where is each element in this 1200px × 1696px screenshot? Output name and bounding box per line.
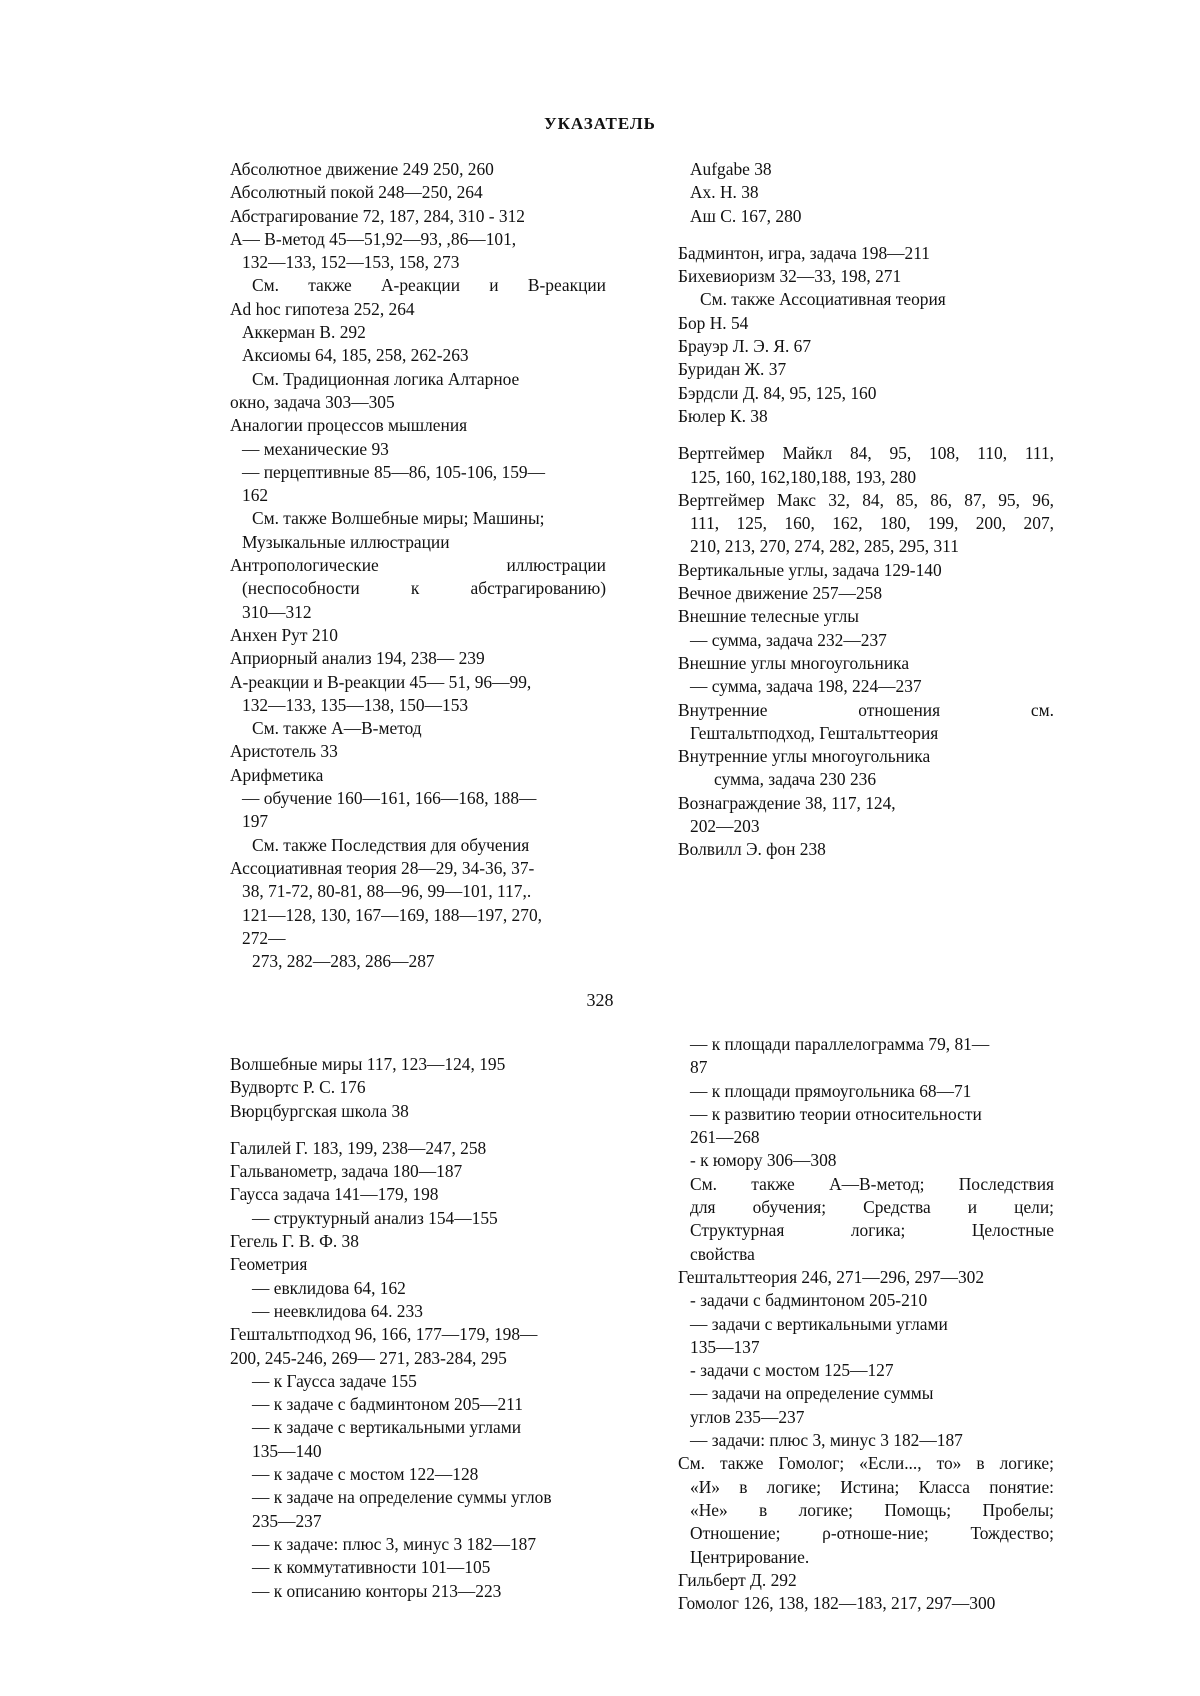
index-entry: Бэрдсли Д. 84, 95, 125, 160 xyxy=(678,382,877,403)
index-entry: Музыкальные иллюстрации xyxy=(242,531,450,552)
index-entry: Вюрцбургская школа 38 xyxy=(230,1100,409,1121)
index-entry: 162 xyxy=(242,485,269,506)
index-entry: Гештальтподход 96, 166, 177—179, 198— xyxy=(230,1324,538,1345)
index-entry: 200, 245-246, 269— 271, 283-284, 295 xyxy=(230,1347,507,1368)
index-entry: 121—128, 130, 167—169, 188—197, 270, xyxy=(242,904,542,925)
index-column-top-left xyxy=(230,158,606,973)
index-entry: — к площади параллелограмма 79, 81— xyxy=(690,1034,990,1054)
index-entry: Аксиомы 64, 185, 258, 262-263 xyxy=(242,345,469,366)
index-entry: — сумма, задача 232—237 xyxy=(690,629,887,650)
index-entry: См. также Волшебные миры; Машины; xyxy=(252,508,545,529)
index-entry: — сумма, задача 198, 224—237 xyxy=(690,676,922,697)
index-entry: См. также A—B-метод xyxy=(252,718,422,739)
index-entry: — к задаче с вертикальными углами xyxy=(252,1417,522,1438)
index-entry: Абстрагирование 72, 187, 284, 310 - 312 xyxy=(230,205,525,226)
index-entry: Анхен Рут 210 xyxy=(230,624,338,645)
index-entry: Волшебные миры 117, 123—124, 195 xyxy=(230,1054,506,1074)
index-entry: — к коммутативности 101—105 xyxy=(252,1557,491,1578)
index-entry: (неспособности к абстрагированию) xyxy=(242,578,606,599)
index-entry: - задачи с мостом 125—127 xyxy=(690,1360,894,1381)
index-entry: 261—268 xyxy=(690,1127,760,1148)
index-column-top-right xyxy=(678,158,1054,862)
index-entry: для обучения; Средства и цели; xyxy=(690,1197,1054,1218)
index-entry: Волвилл Э. фон 238 xyxy=(678,839,826,860)
index-entry: 273, 282—283, 286—287 xyxy=(252,951,435,972)
index-entry: Аристотель 33 xyxy=(230,741,338,762)
index-entry: Аккерман В. 292 xyxy=(242,322,366,343)
index-entry: 132—133, 135—138, 150—153 xyxy=(242,694,469,715)
index-entry: Центрирование. xyxy=(690,1546,810,1567)
index-entry: Гегель Г. В. Ф. 38 xyxy=(230,1231,359,1252)
index-entry: Вечное движение 257—258 xyxy=(678,583,883,604)
index-entry: Гильберт Д. 292 xyxy=(678,1569,797,1590)
index-entry: Бюлер К. 38 xyxy=(678,405,768,426)
index-entry: — перцептивные 85—86, 105-106, 159— xyxy=(242,461,545,482)
index-entry: См. также A—B-метод; Последствия xyxy=(690,1173,1054,1194)
index-entry: 132—133, 152—153, 158, 273 xyxy=(242,252,460,273)
index-entry: свойства xyxy=(690,1243,755,1264)
index-entry: 272— xyxy=(242,927,286,948)
index-entry: «И» в логике; Истина; Класса понятие: xyxy=(690,1476,1054,1497)
index-entry: Гештальттеория 246, 271—296, 297—302 xyxy=(678,1266,985,1287)
index-entry: Ad hoc гипотеза 252, 264 xyxy=(230,298,415,319)
index-entry: См. также Последствия для обучения xyxy=(252,834,530,855)
index-entry: 38, 71-72, 80-81, 88—96, 99—101, 117,. xyxy=(242,881,532,902)
index-entry: 125, 160, 162,180,188, 193, 280 xyxy=(690,466,917,487)
index-entry: Гештальтподход, Гештальттеория xyxy=(690,722,939,743)
index-entry: См. также Ассоциативная теория xyxy=(700,289,946,310)
index-entry: Отношение; ρ-отноше-ние; Тождество; xyxy=(690,1523,1054,1544)
index-entry: Буридан Ж. 37 xyxy=(678,359,787,380)
index-entry: Ах. Н. 38 xyxy=(690,182,759,203)
index-entry: Аш С. 167, 280 xyxy=(690,205,802,226)
index-entry: Абсолютное движение 249 250, 260 xyxy=(230,159,494,179)
index-entry: См. также Гомолог; «Если..., то» в логике; xyxy=(678,1453,1054,1474)
index-entry: — евклидова 64, 162 xyxy=(252,1277,406,1298)
index-entry: Бор Н. 54 xyxy=(678,312,749,333)
index-entry: Ассоциативная теория 28—29, 34-36, 37- xyxy=(230,857,535,878)
index-entry: Гомолог 126, 138, 182—183, 217, 297—300 xyxy=(678,1593,996,1614)
index-entry: Априорный анализ 194, 238— 239 xyxy=(230,648,485,669)
index-entry: Внутренние отношения см. xyxy=(678,699,1054,720)
index-entry: - задачи с бадминтоном 205-210 xyxy=(690,1290,928,1311)
index-entry: — к площади прямоугольника 68—71 xyxy=(690,1080,972,1101)
index-entry: Aufgabe 38 xyxy=(690,159,772,179)
index-entry: A-реакции и B-реакции 45— 51, 96—99, xyxy=(230,671,532,692)
index-entry: — задачи: плюс 3, минус 3 182—187 xyxy=(690,1430,963,1451)
index-entry: 197 xyxy=(242,811,269,832)
index-entry: 235—237 xyxy=(252,1510,322,1531)
index-entry: Брауэр Л. Э. Я. 67 xyxy=(678,336,812,357)
index-entry: Антропологические иллюстрации xyxy=(230,555,606,576)
index-entry: — к описанию конторы 213—223 xyxy=(252,1580,502,1601)
index-entry: сумма, задача 230 236 xyxy=(714,769,877,790)
index-entry: — к задаче с мостом 122—128 xyxy=(252,1464,479,1485)
index-entry: — задачи на определение суммы xyxy=(690,1383,934,1404)
index-entry: См. также A-реакции и B-реакции xyxy=(252,275,606,296)
index-entry: 210, 213, 270, 274, 282, 285, 295, 311 xyxy=(690,536,959,557)
index-entry: Галилей Г. 183, 199, 238—247, 258 xyxy=(230,1137,487,1158)
page-title: УКАЗАТЕЛЬ xyxy=(544,114,656,133)
index-entry: Вертгеймер Макс 32, 84, 85, 86, 87, 95, 96, xyxy=(678,489,1054,510)
index-gap xyxy=(678,428,1054,442)
index-gap xyxy=(230,1123,606,1137)
index-entry: Структурная логика; Целостные xyxy=(690,1220,1054,1241)
index-entry: — к задаче: плюс 3, минус 3 182—187 xyxy=(252,1533,537,1554)
index-entry: — обучение 160—161, 166—168, 188— xyxy=(242,788,537,809)
index-entry: 135—140 xyxy=(252,1440,322,1461)
index-gap xyxy=(678,228,1054,242)
index-entry: — механические 93 xyxy=(242,438,389,459)
index-entry: — задачи с вертикальными углами xyxy=(690,1313,948,1334)
index-entry: Вертгеймер Майкл 84, 95, 108, 110, 111, xyxy=(678,443,1054,464)
index-entry: — неевклидова 64. 233 xyxy=(252,1300,423,1321)
index-entry: - к юмору 306—308 xyxy=(690,1150,837,1171)
index-entry: A— B-метод 45—51,92—93, ,86—101, xyxy=(230,228,517,249)
index-entry: 202—203 xyxy=(690,816,760,837)
index-entry: Внешние углы многоугольника xyxy=(678,652,910,673)
index-entry: Внутренние углы многоугольника xyxy=(678,746,931,767)
index-entry: Бихевиоризм 32—33, 198, 271 xyxy=(678,266,902,287)
index-entry: Гаусса задача 141—179, 198 xyxy=(230,1184,439,1205)
index-entry: Гальванометр, задача 180—187 xyxy=(230,1161,463,1182)
index-entry: Бадминтон, игра, задача 198—211 xyxy=(678,242,930,263)
index-entry: Геометрия xyxy=(230,1254,308,1275)
index-entry: — структурный анализ 154—155 xyxy=(252,1207,498,1228)
index-entry: углов 235—237 xyxy=(690,1406,805,1427)
index-entry: Арифметика xyxy=(230,764,324,785)
index-entry: Вознаграждение 38, 117, 124, xyxy=(678,792,896,813)
index-entry: Вертикальные углы, задача 129-140 xyxy=(678,559,942,580)
index-entry: Аналогии процессов мышления xyxy=(230,415,468,436)
index-column-bottom-right xyxy=(678,1033,1054,1615)
index-entry: См. Традиционная логика Алтарное xyxy=(252,368,520,389)
index-entry: Абсолютный покой 248—250, 264 xyxy=(230,182,483,203)
index-entry: — к развитию теории относительности xyxy=(690,1103,982,1124)
index-entry: — к задаче с бадминтоном 205—211 xyxy=(252,1394,523,1415)
index-entry: 87 xyxy=(690,1057,708,1078)
index-entry: окно, задача 303—305 xyxy=(230,391,395,412)
index-entry: Вудвортс Р. С. 176 xyxy=(230,1077,366,1098)
page-number: 328 xyxy=(586,990,614,1010)
index-entry: — к Гаусса задаче 155 xyxy=(252,1370,417,1391)
index-entry: — к задаче на определение суммы углов xyxy=(252,1487,552,1508)
index-column-bottom-left xyxy=(230,1053,606,1603)
index-entry: 111, 125, 160, 162, 180, 199, 200, 207, xyxy=(690,513,1054,534)
index-entry: 135—137 xyxy=(690,1336,760,1357)
index-entry: «Не» в логике; Помощь; Пробелы; xyxy=(690,1499,1054,1520)
index-entry: Внешние телесные углы xyxy=(678,606,859,627)
index-entry: 310—312 xyxy=(242,601,312,622)
